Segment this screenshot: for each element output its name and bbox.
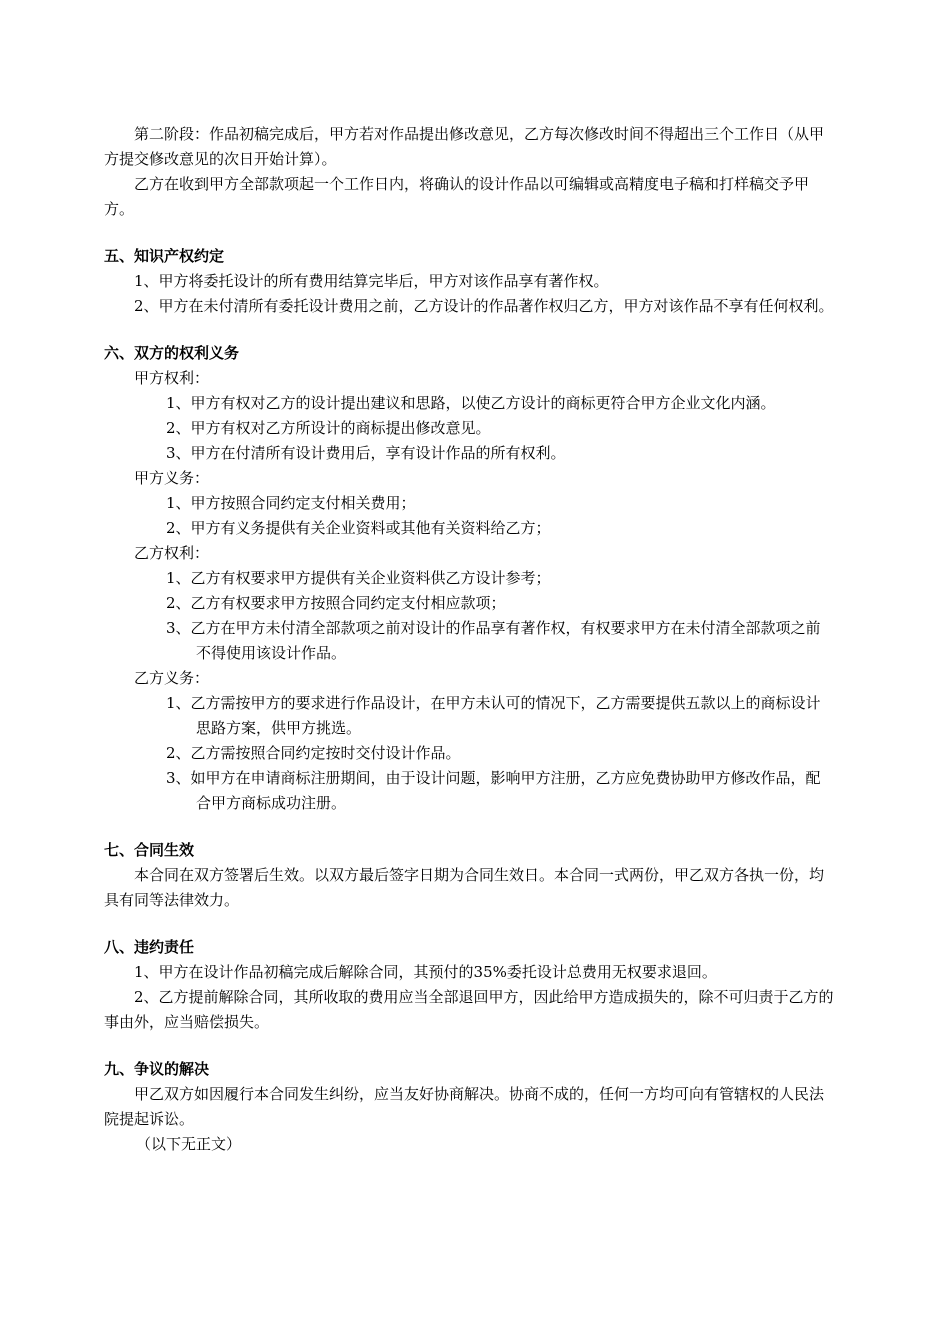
- party-a-rights-label: 甲方权利：: [134, 369, 210, 387]
- party-b-rights-item: 1、乙方有权要求甲方提供有关企业资料供乙方设计参考；: [166, 569, 551, 587]
- section-breach-title: 八、违约责任: [104, 938, 195, 956]
- party-a-duties-item: 2、甲方有义务提供有关企业资料或其他有关资料给乙方；: [166, 519, 551, 537]
- end-of-text-note: （以下无正文）: [136, 1135, 242, 1153]
- section-breach-item: 2、乙方提前解除合同，其所收取的费用应当全部退回甲方，因此给甲方造成损失的，除不可归责于乙方的事由外，应当赔偿损失。: [104, 988, 834, 1031]
- party-a-duties-item: 1、甲方按照合同约定支付相关费用；: [166, 494, 416, 512]
- party-a-rights-item: 2、甲方有权对乙方所设计的商标提出修改意见。: [166, 419, 491, 437]
- party-b-rights-label: 乙方权利：: [134, 544, 210, 562]
- party-a-rights-item: 1、甲方有权对乙方的设计提出建议和思路，以使乙方设计的商标更符合甲方企业文化内涵。: [166, 394, 776, 412]
- section-rights-title: 六、双方的权利义务: [104, 344, 240, 362]
- party-b-rights-item: 3、乙方在甲方未付清全部款项之前对设计的作品享有著作权，有权要求甲方在未付清全部款项之前不得使用该设计作品。: [166, 619, 821, 662]
- section-effective-text: 本合同在双方签署后生效。以双方最后签字日期为合同生效日。本合同一式两份，甲乙双方各执一份，均具有同等法律效力。: [104, 866, 825, 909]
- section-breach-item: 1、甲方在设计作品初稿完成后解除合同，其预付的35%委托设计总费用无权要求退回。: [134, 963, 717, 981]
- section-ip-item: 1、甲方将委托设计的所有费用结算完毕后，甲方对该作品享有著作权。: [134, 272, 609, 290]
- section-dispute-title: 九、争议的解决: [104, 1060, 210, 1078]
- contract-page: [104, 122, 834, 1157]
- party-b-duties-item: 2、乙方需按照合同约定按时交付设计作品。: [166, 744, 461, 762]
- party-a-rights-item: 3、甲方在付清所有设计费用后，享有设计作品的所有权利。: [166, 444, 566, 462]
- party-b-rights-item: 2、乙方有权要求甲方按照合同约定支付相应款项；: [166, 594, 506, 612]
- party-b-duties-label: 乙方义务：: [134, 669, 210, 687]
- party-b-duties-item: 1、乙方需按甲方的要求进行作品设计，在甲方未认可的情况下，乙方需要提供五款以上的商标设计思路方案，供甲方挑选。: [166, 694, 821, 737]
- section-ip-title: 五、知识产权约定: [104, 247, 225, 265]
- party-b-duties-item: 3、如甲方在申请商标注册期间，由于设计问题，影响甲方注册，乙方应免费协助甲方修改作品，配合甲方商标成功注册。: [166, 769, 821, 812]
- section-ip-item: 2、甲方在未付清所有委托设计费用之前，乙方设计的作品著作权归乙方，甲方对该作品不享有任何权利。: [134, 297, 834, 315]
- stage2-paragraph: 第二阶段：作品初稿完成后，甲方若对作品提出修改意见，乙方每次修改时间不得超出三个工作日（从甲方提交修改意见的次日开始计算）。: [104, 125, 825, 168]
- party-a-duties-label: 甲方义务：: [134, 469, 210, 487]
- section-dispute-text: 甲乙双方如因履行本合同发生纠纷，应当友好协商解决。协商不成的，任何一方均可向有管辖权的人民法院提起诉讼。: [104, 1085, 825, 1128]
- delivery-paragraph: 乙方在收到甲方全部款项起一个工作日内，将确认的设计作品以可编辑或高精度电子稿和打样稿交予甲方。: [104, 175, 810, 218]
- section-effective-title: 七、合同生效: [104, 841, 195, 859]
